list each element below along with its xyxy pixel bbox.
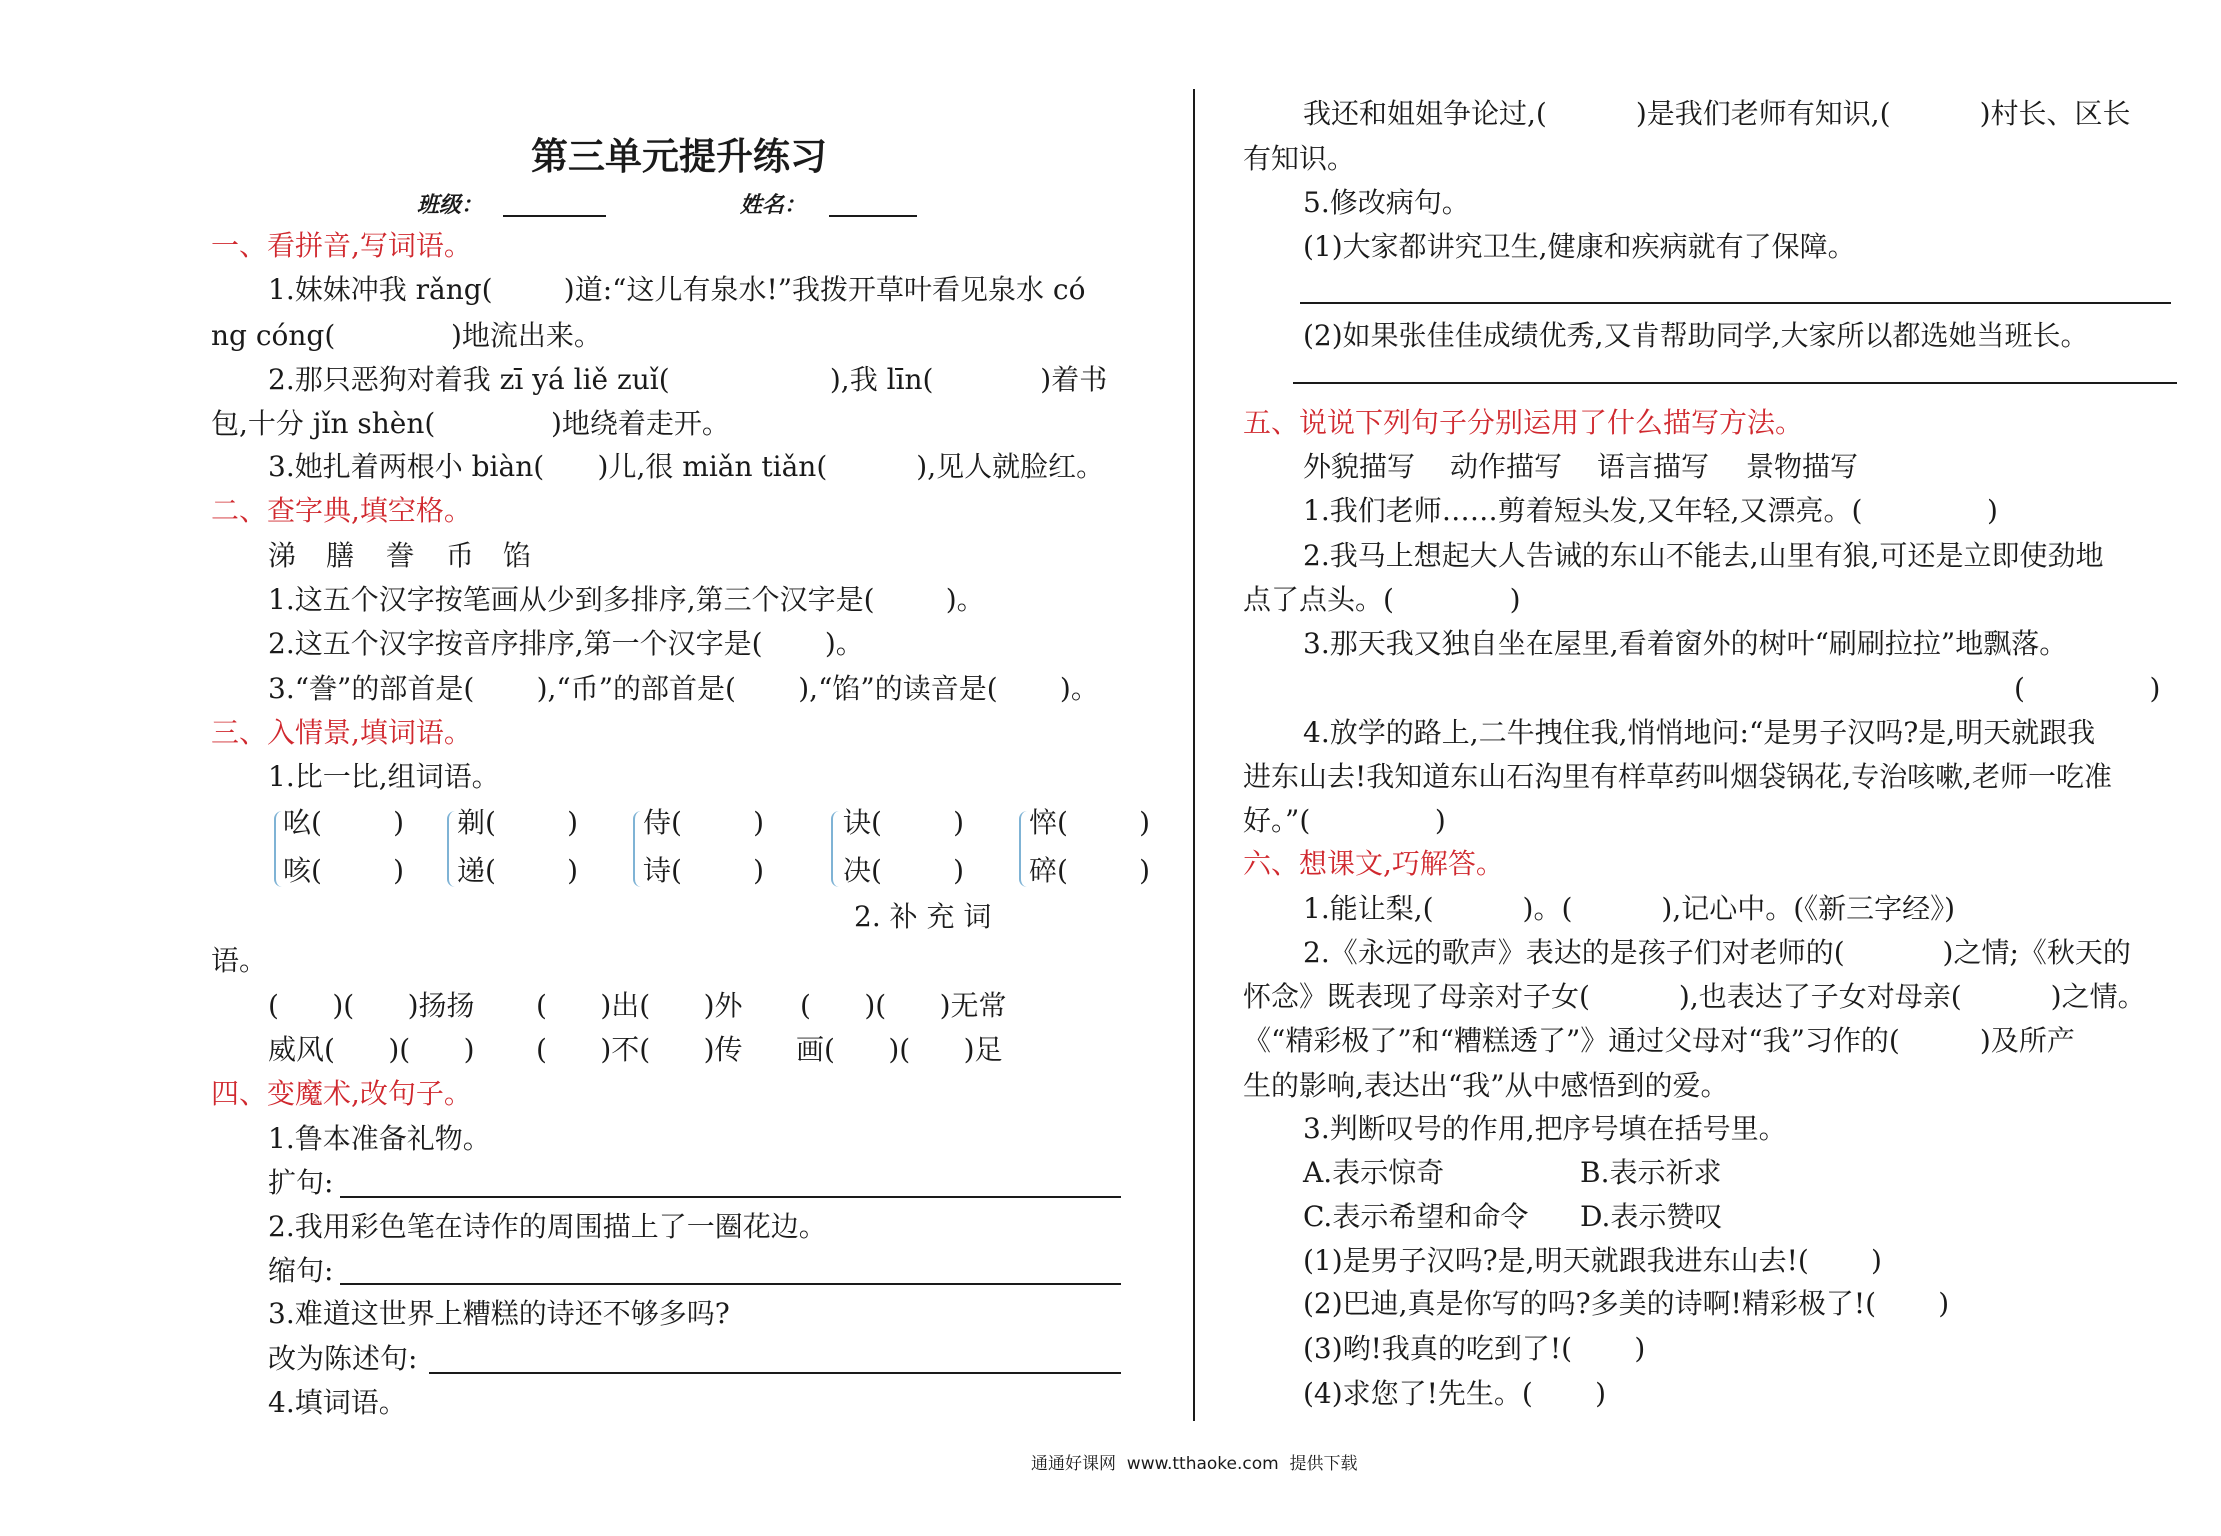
section2-line: 3.“誊”的部首是( ),“币”的部首是( ),“馅”的读音是( )。 — [268, 672, 1099, 705]
section4-question-3: 3.难道这世界上糟糕的诗还不够多吗? — [268, 1297, 730, 1330]
answer-option: C.表示希望和命令 — [1303, 1200, 1529, 1233]
section1-line: 2.那只恶狗对着我 zī yá liě zuǐ( ),我 līn( )着书 — [268, 363, 1108, 396]
answer-line — [1300, 302, 2171, 304]
compare-word: 碎( ) — [1029, 854, 1151, 887]
section1-line: ng cóng( )地流出来。 — [211, 319, 602, 352]
dictionary-character: 誊 — [386, 539, 415, 572]
page-title: 第三单元提升练习 — [531, 134, 827, 178]
section3-question-1: 1.比一比,组词语。 — [268, 760, 500, 793]
section2-line: 1.这五个汉字按笔画从少到多排序,第三个汉字是( )。 — [268, 583, 985, 616]
exclamation-item: (3)哟!我真的吃到了!( ) — [1303, 1332, 1646, 1365]
section4-question-2: 2.我用彩色笔在诗作的周围描上了一圈花边。 — [268, 1210, 827, 1243]
section2-line: 2.这五个汉字按音序排序,第一个汉字是( )。 — [268, 627, 864, 660]
compare-word: 吆( ) — [283, 806, 405, 839]
exclamation-item: (1)是男子汉吗?是,明天就跟我进东山去!( ) — [1303, 1244, 1882, 1277]
section6-line: 2.《永远的歌声》表达的是孩子们对老师的( )之情;《秋天的 — [1303, 936, 2131, 969]
exclamation-item: (2)巴迪,真是你写的吗?多美的诗啊!精彩极了!( ) — [1303, 1287, 1950, 1320]
section1-line: 包,十分 jǐn shèn( )地绕着走开。 — [211, 407, 730, 440]
section5-line: 3.那天我又独自坐在屋里,看着窗外的树叶“刷刷拉拉”地飘落。 — [1303, 627, 2068, 660]
section5-line: 1.我们老师……剪着短头发,又年轻,又漂亮。( ) — [1303, 494, 1998, 527]
dictionary-character: 膳 — [326, 539, 355, 572]
idiom-fill: 威风( )( ) — [268, 1033, 475, 1066]
section2-heading: 二、查字典,填空格。 — [211, 494, 472, 527]
answer-line — [429, 1372, 1121, 1374]
section4-heading: 四、变魔术,改句子。 — [211, 1077, 472, 1110]
compare-word: 剃( ) — [457, 806, 579, 839]
section6-line: 怀念》既表现了母亲对子女( ),也表达了子女对母亲( )之情。 — [1243, 980, 2146, 1013]
expand-sentence-label: 扩句: — [268, 1166, 334, 1199]
compare-word: 决( ) — [843, 854, 965, 887]
section5-line: 4.放学的路上,二牛拽住我,悄悄地问:“是男子汉吗?是,明天就跟我 — [1303, 716, 2096, 749]
section5-line: ( ) — [2014, 672, 2161, 705]
name-label: 姓名： — [740, 192, 807, 218]
section4-question-5: 5.修改病句。 — [1303, 186, 1470, 219]
description-method: 景物描写 — [1746, 450, 1859, 483]
pair-brace — [831, 811, 841, 887]
section4-question-4-line: 有知识。 — [1243, 142, 1356, 175]
pair-brace — [447, 811, 457, 887]
faulty-sentence: (2)如果张佳佳成绩优秀,又肯帮助同学,大家所以都选她当班长。 — [1303, 319, 2089, 352]
section1-line: 3.她扎着两根小 biàn( )儿,很 miǎn tiǎn( ),见人就脸红。 — [268, 450, 1105, 483]
dictionary-character: 馅 — [503, 539, 532, 572]
compare-word: 递( ) — [457, 854, 579, 887]
section4-question-4: 4.填词语。 — [268, 1386, 407, 1419]
page-footer: 通通好课网 www.tthaoke.com 提供下载 — [1031, 1454, 1358, 1474]
answer-line — [340, 1196, 1121, 1198]
class-label: 班级： — [417, 192, 484, 218]
compare-word: 悴( ) — [1029, 806, 1151, 839]
idiom-fill: ( )( )扬扬 — [268, 989, 475, 1022]
section5-line: 好。”( ) — [1243, 804, 1446, 837]
pair-brace — [633, 811, 643, 887]
section3-question-2: 2. 补 充 词 — [854, 900, 992, 933]
compare-word: 诗( ) — [643, 854, 765, 887]
answer-option: D.表示赞叹 — [1580, 1200, 1723, 1233]
section4-question-4-line: 我还和姐姐争论过,( )是我们老师有知识,( )村长、区长 — [1303, 97, 2131, 130]
section3-question-2-wrap: 语。 — [211, 944, 268, 977]
class-blank-line — [503, 215, 606, 217]
section6-line: 《“精彩极了”和“糟糕透了”》通过父母对“我”习作的( )及所产 — [1243, 1024, 2075, 1057]
section6-heading: 六、想课文,巧解答。 — [1243, 847, 1504, 880]
section1-line: 1.妹妹冲我 rǎng( )道:“这儿有泉水!”我拨开草叶看见泉水 có — [268, 273, 1086, 306]
declarative-sentence-label: 改为陈述句: — [268, 1342, 418, 1375]
answer-option: A.表示惊奇 — [1303, 1156, 1445, 1189]
name-blank-line — [829, 215, 917, 217]
section3-heading: 三、入情景,填词语。 — [211, 716, 472, 749]
faulty-sentence: (1)大家都讲究卫生,健康和疾病就有了保障。 — [1303, 230, 1856, 263]
compare-word: 咳( ) — [283, 854, 405, 887]
section6-line: 3.判断叹号的作用,把序号填在括号里。 — [1303, 1112, 1787, 1145]
idiom-fill: ( )出( )外 — [536, 989, 743, 1022]
section5-heading: 五、说说下列句子分别运用了什么描写方法。 — [1243, 406, 1804, 439]
section6-line: 1.能让梨,( )。( ),记心中。(《新三字经》) — [1303, 892, 1956, 925]
section5-line: 进东山去!我知道东山石沟里有样草药叫烟袋锅花,专治咳嗽,老师一吃准 — [1243, 760, 2113, 793]
pair-brace — [1019, 811, 1029, 887]
description-method: 语言描写 — [1597, 450, 1710, 483]
dictionary-character: 币 — [446, 539, 475, 572]
exclamation-item: (4)求您了!先生。( ) — [1303, 1377, 1607, 1410]
description-method: 外貌描写 — [1303, 450, 1416, 483]
answer-line — [340, 1283, 1121, 1285]
description-method: 动作描写 — [1450, 450, 1563, 483]
section1-heading: 一、看拼音,写词语。 — [211, 229, 472, 262]
compare-word: 侍( ) — [643, 806, 765, 839]
section6-line: 生的影响,表达出“我”从中感悟到的爱。 — [1243, 1069, 1729, 1102]
idiom-fill: 画( )( )足 — [796, 1033, 1003, 1066]
section4-question-1: 1.鲁本准备礼物。 — [268, 1122, 491, 1155]
column-divider — [1193, 89, 1195, 1421]
dictionary-character: 涕 — [268, 539, 297, 572]
idiom-fill: ( )( )无常 — [800, 989, 1007, 1022]
compare-word: 诀( ) — [843, 806, 965, 839]
section5-line: 2.我马上想起大人告诫的东山不能去,山里有狼,可还是立即使劲地 — [1303, 539, 2104, 572]
section5-line: 点了点头。( ) — [1243, 583, 1521, 616]
answer-option: B.表示祈求 — [1580, 1156, 1722, 1189]
answer-line — [1293, 382, 2177, 384]
idiom-fill: ( )不( )传 — [536, 1033, 743, 1066]
shorten-sentence-label: 缩句: — [268, 1254, 334, 1287]
